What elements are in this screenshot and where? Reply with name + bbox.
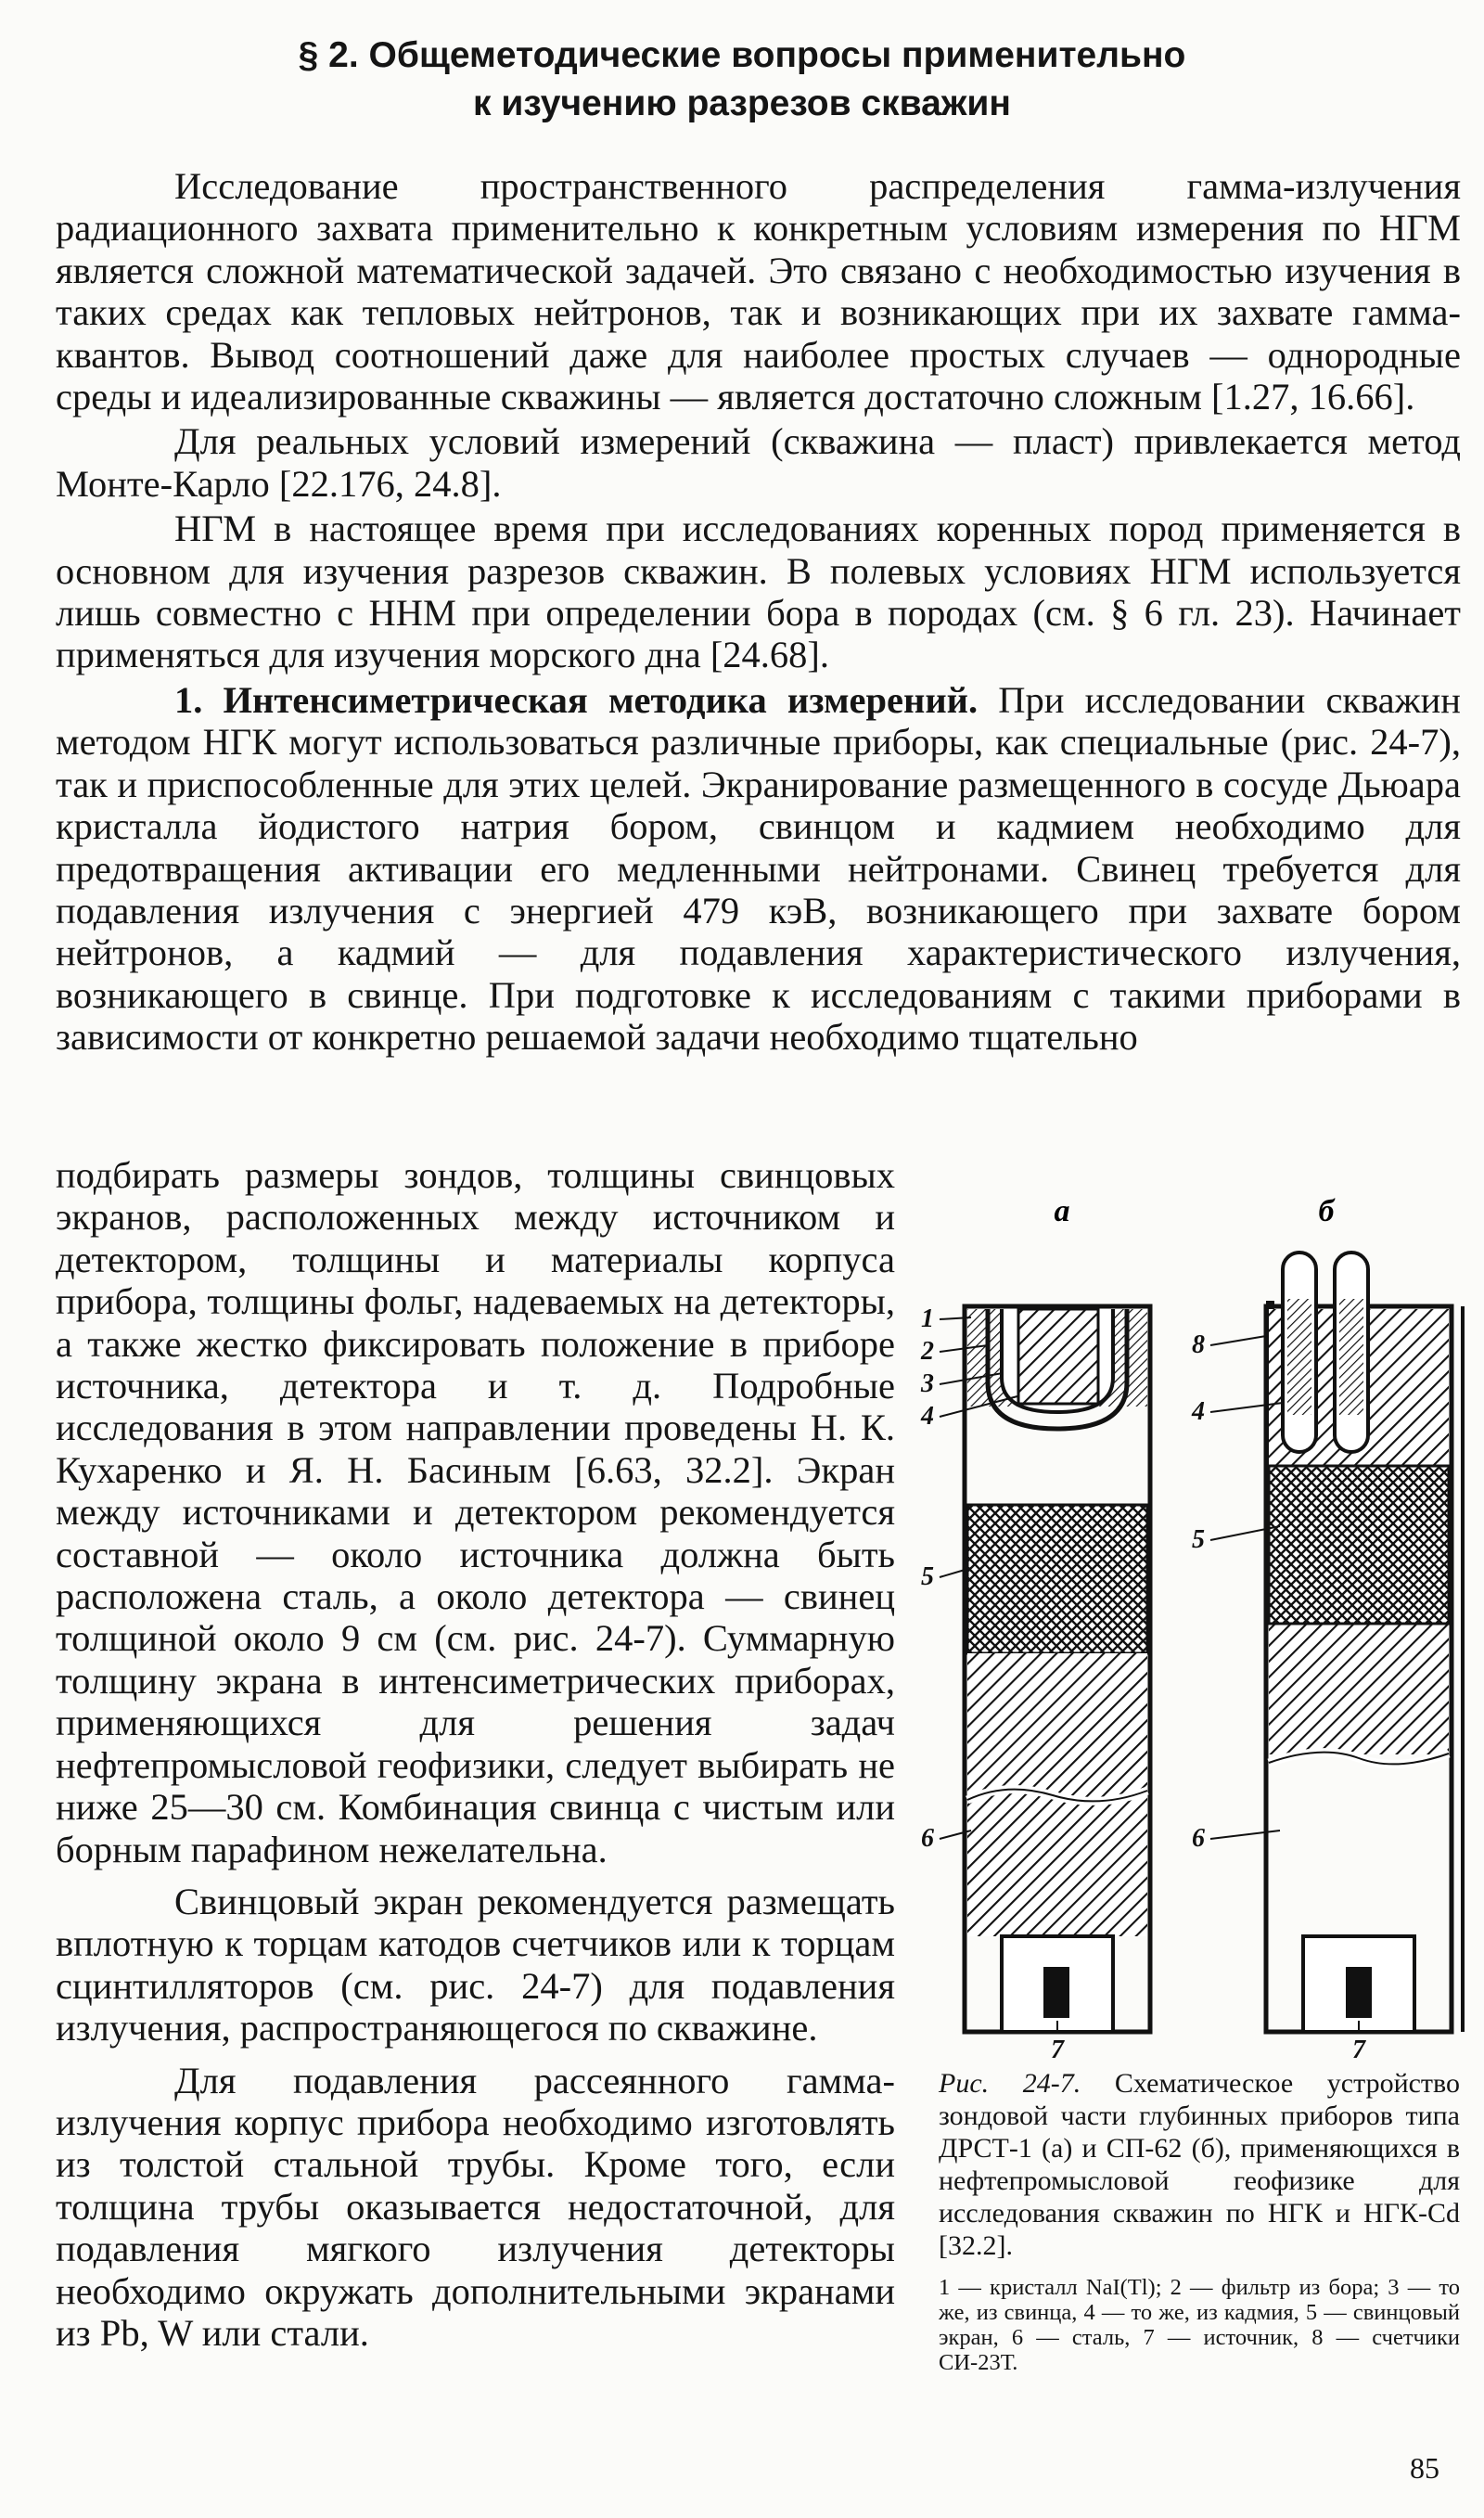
callout-a-3: 3 — [921, 1369, 934, 1398]
callout-a-2: 2 — [921, 1337, 934, 1366]
callout-b-7: 7 — [1352, 2036, 1365, 2060]
section-1-lead: 1. Интенсиметрическая методика измерений. — [174, 678, 979, 721]
callout-b-8: 8 — [1192, 1330, 1205, 1359]
paragraph-steel-housing: Для подавления рассеянного гамма-излучения корпус прибора необходимо изготовлять из толстой стальной трубы. Кроме того, если толщина трубы оказывается недостаточной, для подавления мягкого излучения детекторы необходимо окружать дополнительными экранами из Pb, W или стали. — [56, 2059, 895, 2354]
main-text — [56, 165, 1461, 1059]
caption-prefix: Рис. 24-7. — [939, 2068, 1081, 2099]
callout-a-7: 7 — [1051, 2036, 1064, 2060]
section-1-text: При исследовании скважин методом НГК могут использоваться различные приборы, как специальные (рис. 24-7), так и приспособленные для этих целей. Экранирование размещенного в сосуде Дьюара кристалла йодистого натрия бором, свинцом и кадмием необходимо для предотвращения активации его медленными нейтронами. Свинец требуется для подавления излучения с энергией 479 кэВ, возникающего при захвате бором нейтронов, а кадмий — для подавления характеристического излучения, возникающего в свинце. При подготовке к исследованиям с такими приборами в зависимости от конкретно решаемой задачи необходимо тщательно — [56, 678, 1461, 1059]
callout-a-6: 6 — [921, 1824, 934, 1853]
figure-legend: 1 — кристалл NaI(Tl); 2 — фильтр из бора; 3 — то же, из свинца, 4 — то же, из кадмия, 5 — свинцовый экран, 6 — сталь, 7 — источник, 8 — счетчики СИ-23Т. — [939, 2275, 1460, 2375]
page-number: 85 — [1410, 2451, 1439, 2485]
callout-b-6: 6 — [1192, 1824, 1205, 1853]
callout-a-4: 4 — [921, 1402, 934, 1431]
caption-text: Схематическое устройство зондовой части глубинных приборов типа ДРСТ-1 (а) и СП-62 (б), применяющихся в нефтепромысловой геофизике для исследования скважин по НГК и НГК-Cd [32.2]. — [939, 2068, 1461, 2261]
figure-24-7 — [914, 1197, 1475, 2060]
paragraph-section-1 — [56, 679, 1461, 1059]
figure-label-b: б — [1318, 1197, 1335, 1228]
paragraph-1: Исследование пространственного распределения гамма-излучения радиационного захвата применительно к конкретным условиям измерения по НГМ является сложной математической задачей. Это связано с необходимостью изучения в таких средах как тепловых нейтронов, так и возникающих при их захвате гамма-квантов. Вывод соотношений даже для наиболее простых случаев — однородные среды и идеализированные скважины — является достаточно сложным [1.27, 16.66]. — [56, 165, 1461, 418]
figure-label-a: а — [1054, 1197, 1070, 1228]
heading-line-1: § 2. Общеметодические вопросы применительно — [298, 35, 1186, 75]
callout-a-1: 1 — [921, 1304, 934, 1333]
callout-b-5: 5 — [1192, 1525, 1205, 1554]
callout-a-5: 5 — [921, 1562, 934, 1591]
probe-b — [1266, 1253, 1463, 2032]
figure-caption — [939, 2067, 1460, 2262]
paragraph-lead-screen: Свинцовый экран рекомендуется размещать вплотную к торцам катодов счетчиков или к торцам сцинтилляторов (см. рис. 24-7) для подавления излучения, распространяющегося по скважине. — [56, 1880, 895, 2049]
narrow-column-text — [56, 1154, 895, 2354]
paragraph-2: Для реальных условий измерений (скважина — пласт) привлекается метод Монте-Карло [22.176, 24.8]. — [56, 420, 1461, 505]
paragraph-3: НГМ в настоящее время при исследованиях коренных пород применяется в основном для изучения разрезов скважин. В полевых условиях НГМ используется лишь совместно с ННМ при определении бора в породах (см. § 6 гл. 23). Начинает применяться для изучения морского дна [24.68]. — [56, 507, 1461, 676]
probe-a — [965, 1306, 1150, 2032]
section-heading — [0, 32, 1484, 128]
callout-b-4: 4 — [1192, 1397, 1205, 1426]
section-1-continuation: подбирать размеры зондов, толщины свинцовых экранов, расположенных между источником и детектором, толщины и материалы корпуса прибора, толщины фольг, надеваемых на детекторы, а также жестко фиксировать положение в приборе источника, детектора и т. д. Подробные исследования в этом направлении проведены Н. К. Кухаренко и Я. Н. Басиным [6.63, 32.2]. Экран между источниками и детектором рекомендуется составной — около источника должна быть расположена сталь, а около детектора — свинец толщиной около 9 см (см. рис. 24-7). Суммарную толщину экрана в интенсиметрических приборах, применяющихся для решения задач нефтепромысловой геофизики, следует выбирать не ниже 25—30 см. Комбинация свинца с чистым или борным парафином нежелательна. — [56, 1154, 895, 1870]
heading-line-2: к изучению разрезов скважин — [473, 84, 1011, 123]
